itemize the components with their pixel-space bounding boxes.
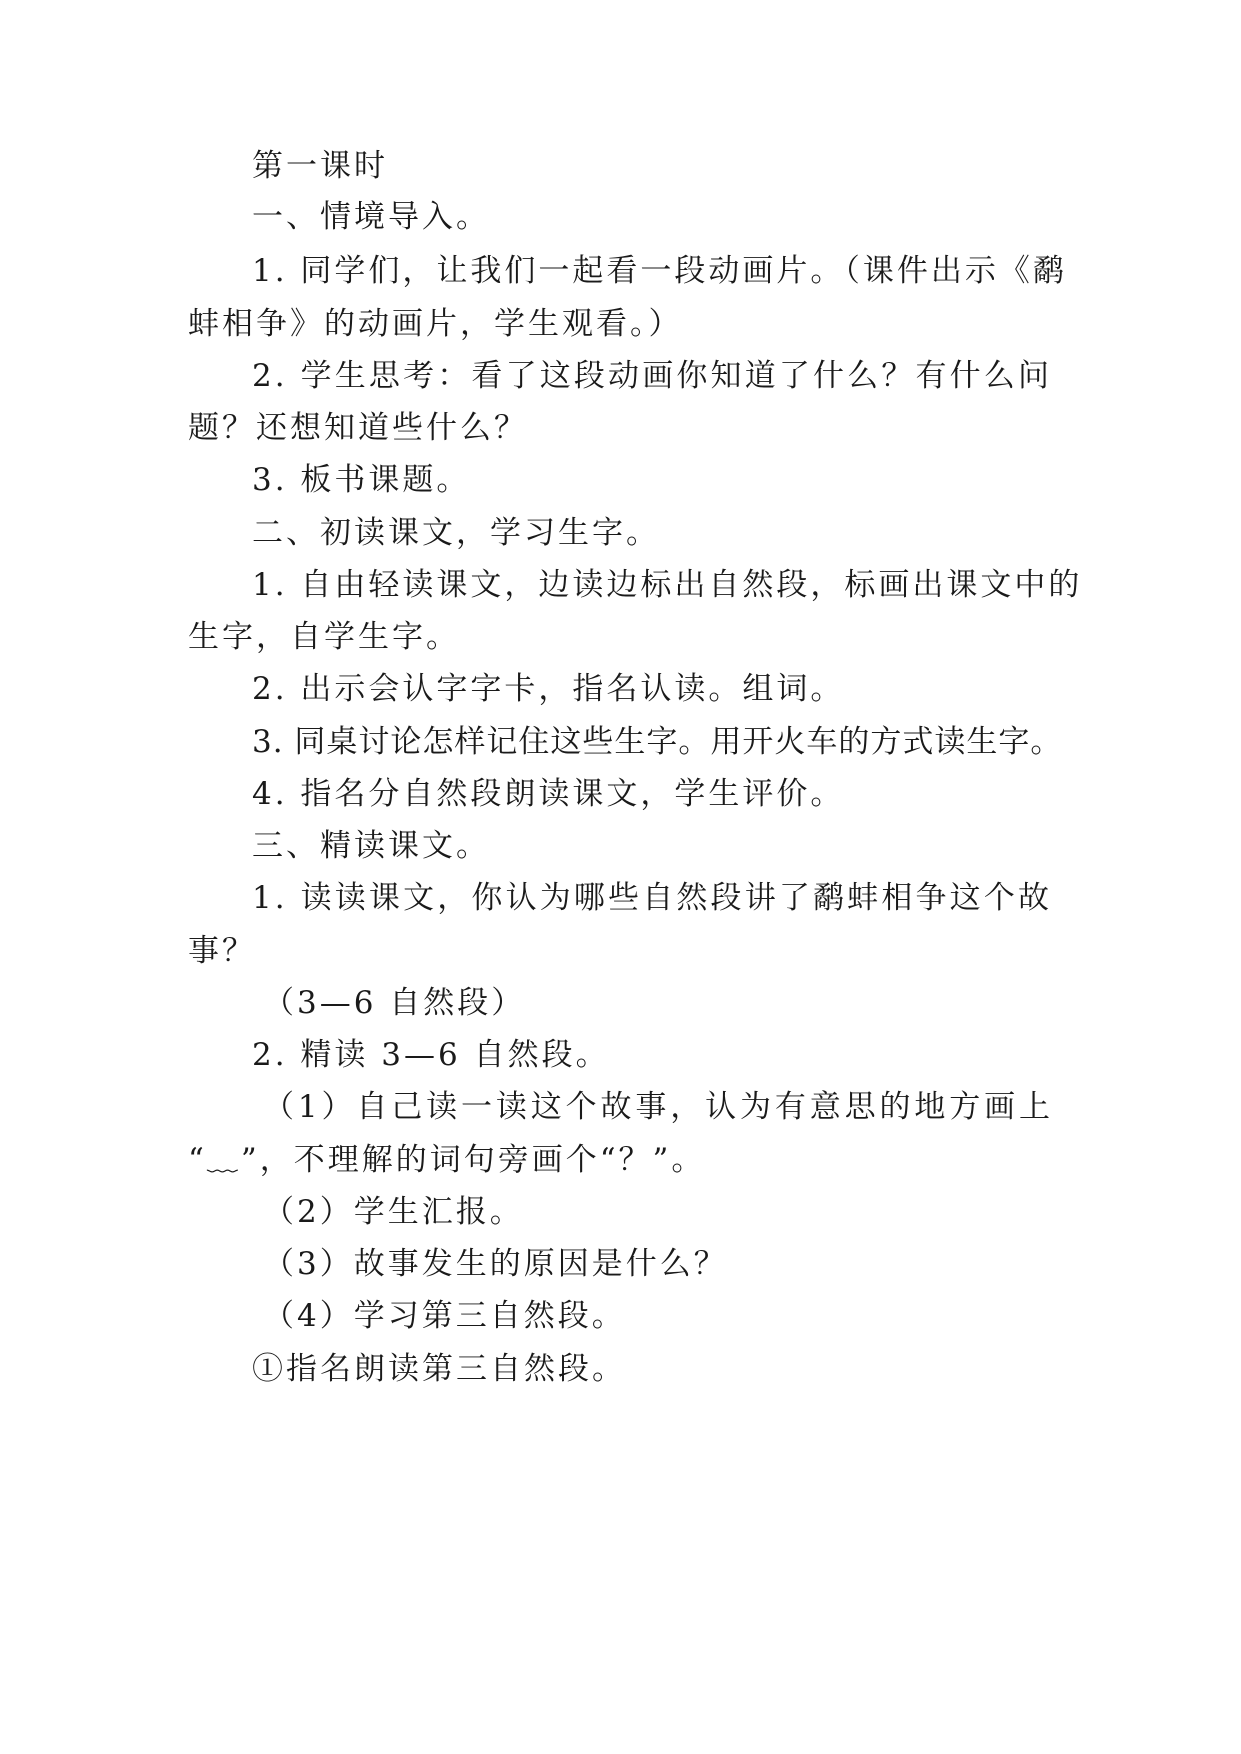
lesson-title: 第一课时 <box>252 148 388 184</box>
paragraph-line: （3—6 自然段） <box>263 985 526 1021</box>
paragraph-line: ①指名朗读第三自然段。 <box>252 1351 626 1387</box>
paragraph-line: 4. 指名分自然段朗读课文，学生评价。 <box>252 776 845 812</box>
paragraph-line: 2. 学生思考：看了这段动画你知道了什么？有什么问 <box>252 358 1052 394</box>
paragraph-line: 生字，自学生字。 <box>188 619 460 655</box>
paragraph-line: （2）学生汇报。 <box>263 1194 524 1230</box>
paragraph-line: 1. 自由轻读课文，边读边标出自然段，标画出课文中的 <box>252 567 1083 603</box>
section-heading: 二、初读课文，学习生字。 <box>252 515 660 551</box>
paragraph-line: 3. 同桌讨论怎样记住这些生字。用开火车的方式读生字。 <box>252 724 1063 760</box>
paragraph-line: 1. 同学们，让我们一起看一段动画片。（课件出示《鹬 <box>252 253 1067 289</box>
paragraph-line: 3. 板书课题。 <box>252 462 471 498</box>
section-heading: 一、情境导入。 <box>252 199 490 235</box>
section-heading: 三、精读课文。 <box>252 828 490 864</box>
paragraph-line: 题？还想知道些什么？ <box>188 410 528 446</box>
paragraph-line: 2. 出示会认字字卡，指名认读。组词。 <box>252 671 845 707</box>
paragraph-line: 蚌相争》的动画片，学生观看。） <box>188 306 683 342</box>
paragraph-line: 2. 精读 3—6 自然段。 <box>252 1037 610 1073</box>
paragraph-line: 事？ <box>188 933 256 969</box>
paragraph-line: （4）学习第三自然段。 <box>263 1298 626 1334</box>
paragraph-line: （3）故事发生的原因是什么？ <box>263 1246 728 1282</box>
paragraph-line: 1. 读读课文，你认为哪些自然段讲了鹬蚌相争这个故 <box>252 880 1052 916</box>
paragraph-line: “﹏”，不理解的词句旁画个“？”。 <box>188 1142 706 1178</box>
paragraph-line: （1）自己读一读这个故事，认为有意思的地方画上 <box>263 1089 1053 1125</box>
